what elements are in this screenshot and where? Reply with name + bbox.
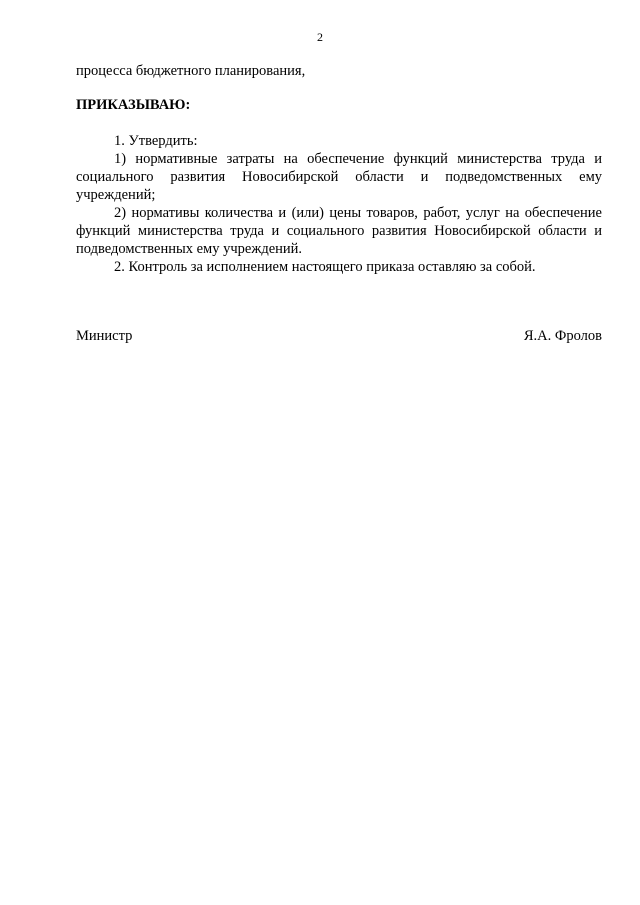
order-item-norms: 2) нормативы количества и (или) цены товаров, работ, услуг на обеспечение функций министерства труда и социального развития Новосибирской области и подведомственных ему учреждений. — [76, 205, 602, 257]
signatory-name: Я.А. Фролов — [523, 328, 602, 344]
order-item-control: 2. Контроль за исполнением настоящего приказа оставляю за собой. — [114, 259, 536, 275]
order-item-costs: 1) нормативные затраты на обеспечение функций министерства труда и социального развития Новосибирской области и подведомственных ему учреждений; — [76, 151, 602, 203]
order-items — [76, 132, 602, 276]
signatory-position: Министр — [76, 328, 133, 344]
continuation-text: процесса бюджетного планирования, — [76, 63, 306, 79]
order-item-approve: 1. Утвердить: — [114, 133, 198, 149]
signature-block — [76, 327, 602, 345]
page-number: 2 — [317, 30, 323, 44]
order-heading: ПРИКАЗЫВАЮ: — [76, 97, 191, 113]
